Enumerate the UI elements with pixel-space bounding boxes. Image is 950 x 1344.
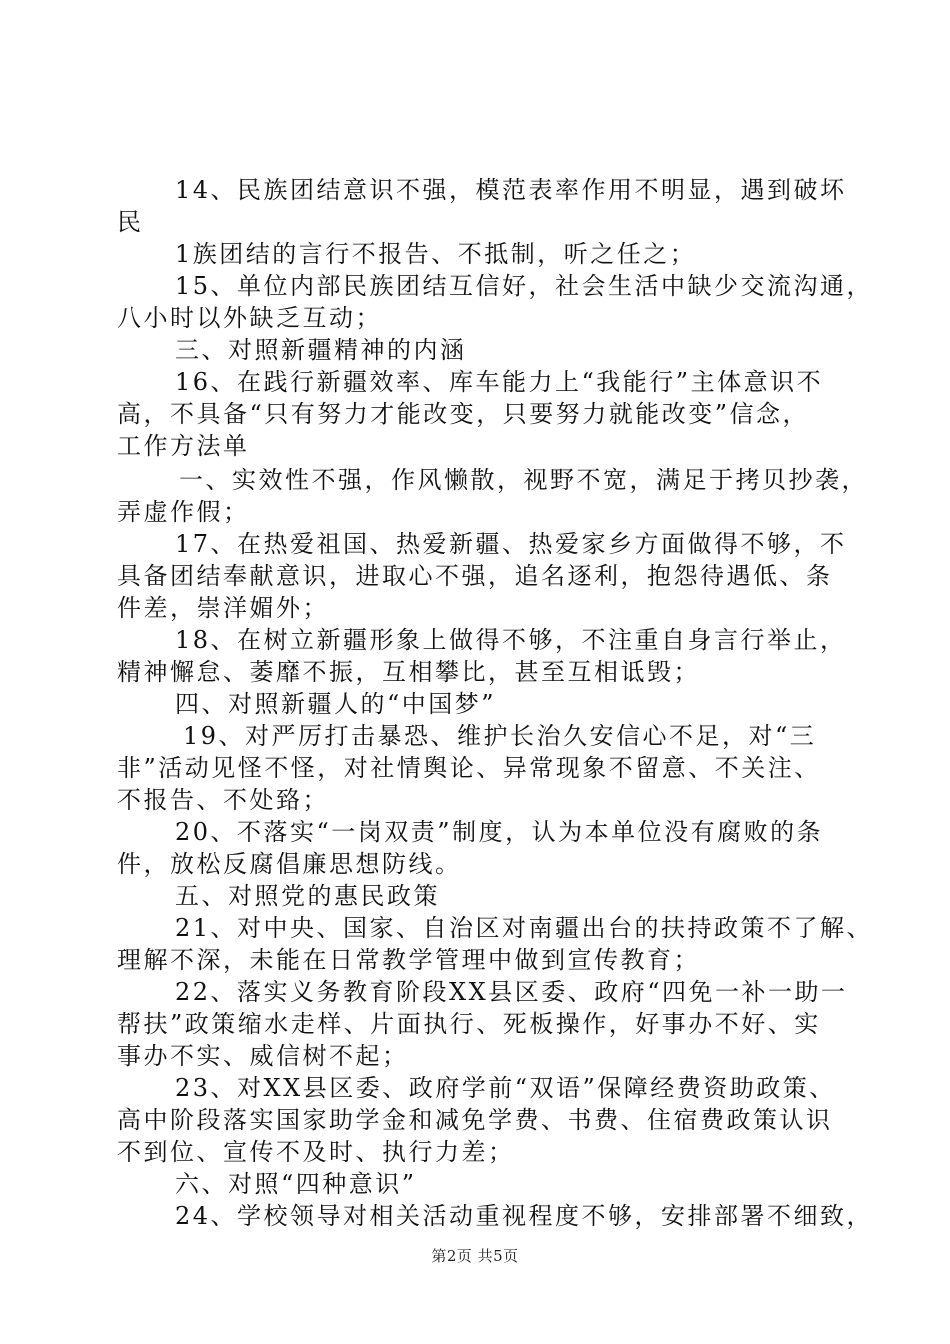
text-line: 八小时以外缺乏互动；: [117, 304, 382, 332]
text-line: 事办不实、威信树不起；: [117, 1042, 409, 1070]
text-line: 具备团结奉献意识，进取心不强，追名逐利，抱怨待遇低、条: [117, 562, 833, 590]
text-line: 件，放松反腐倡廉思想防线。: [117, 850, 462, 878]
text-line: 17、在热爱祖国、热爱新疆、热爱家乡方面做得不够，不: [175, 530, 847, 558]
text-line: 民: [117, 208, 144, 236]
text-line: 24、学校领导对相关活动重视程度不够，安排部署不细致，: [175, 1202, 874, 1230]
text-line: 弄虚作假；: [117, 498, 250, 526]
text-line: 工作方法单: [117, 432, 250, 460]
section-heading: 五、对照党的惠民政策: [175, 882, 440, 910]
text-line: 15、单位内部民族团结互信好，社会生活中缺少交流沟通，: [175, 272, 874, 300]
text-line: 不到位、宣传不及时、执行力差；: [117, 1138, 515, 1166]
text-line: 高中阶段落实国家助学金和减免学费、书费、住宿费政策认识: [117, 1106, 833, 1134]
text-line: 件差，崇洋媚外；: [117, 594, 329, 622]
text-line: 帮扶”政策缩水走样、片面执行、死板操作，好事办不好、实: [117, 1010, 821, 1038]
section-heading: 六、对照“四种意识”: [175, 1170, 417, 1198]
text-line: 高，不具备“只有努力才能改变，只要努力就能改变”信念，: [117, 400, 810, 428]
text-line: 一、实效性不强，作风懒散，视野不宽，满足于拷贝抄袭，: [179, 466, 868, 494]
text-line: 16、在践行新疆效率、库车能力上“我能行”主体意识不: [175, 368, 824, 396]
text-line: 22、落实义务教育阶段XX县区委、政府“四免一补一助一: [175, 978, 848, 1006]
text-line: 1族团结的言行不报告、不抵制，听之任之；: [175, 240, 697, 268]
page-number-footer: 第2页 共5页: [431, 1247, 519, 1265]
section-heading: 三、对照新疆精神的内涵: [175, 336, 467, 364]
text-line: 非”活动见怪不怪，对社情舆论、异常现象不留意、不关注、: [117, 754, 821, 782]
text-line: 不报告、不处臵；: [117, 786, 329, 814]
section-heading: 四、对照新疆人的“中国梦”: [175, 690, 497, 718]
text-line: 理解不深，未能在日常教学管理中做到宣传教育；: [117, 946, 700, 974]
text-line: 21、对中央、国家、自治区对南疆出台的扶持政策不了解、: [175, 914, 874, 942]
text-line: 18、在树立新疆形象上做得不够，不注重自身言行举止，: [175, 626, 847, 654]
text-line: 14、民族团结意识不强，模范表率作用不明显，遇到破坏: [175, 176, 847, 204]
text-line: 20、不落实“一岗双责”制度，认为本单位没有腐败的条: [175, 818, 824, 846]
text-line: 23、对XX县区委、政府学前“双语”保障经费资助政策、: [175, 1074, 836, 1102]
text-line: 19、对严厉打击暴恐、维护长治久安信心不足，对“三: [183, 722, 817, 750]
text-line: 精神懈怠、萎靡不振，互相攀比，甚至互相诋毁；: [117, 658, 700, 686]
